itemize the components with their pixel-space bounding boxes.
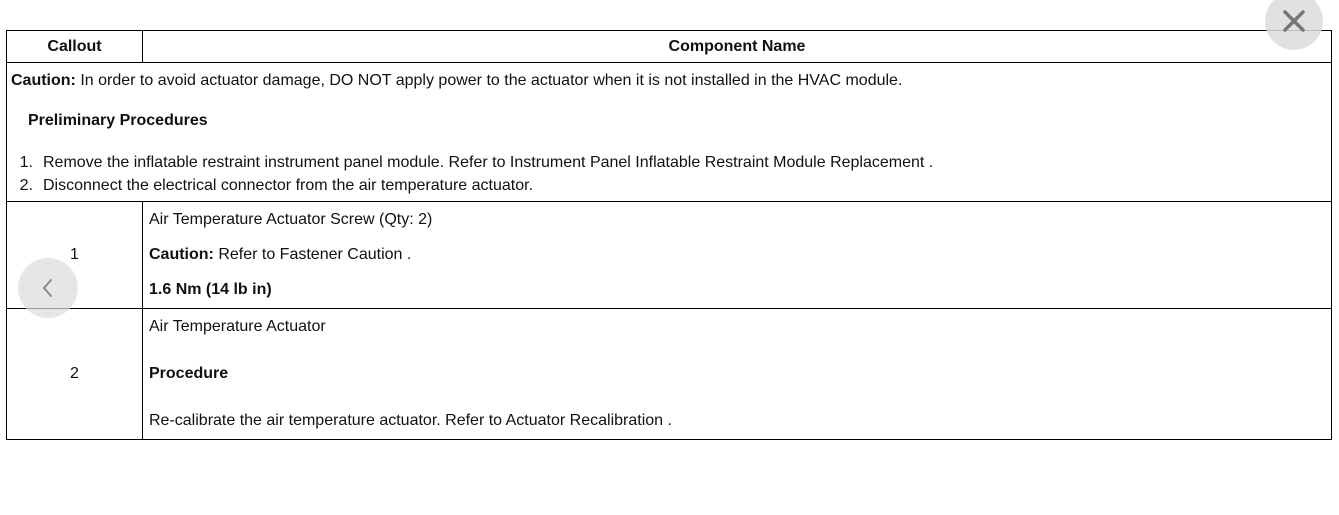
- callout-header: Callout: [7, 31, 143, 63]
- caution-label: Caution:: [149, 246, 214, 263]
- intro-cell: [7, 63, 1332, 202]
- intro-row: [7, 63, 1332, 202]
- component-header: Component Name: [143, 31, 1332, 63]
- caution-label: Caution:: [11, 72, 76, 89]
- component-name: Air Temperature Actuator: [149, 318, 326, 335]
- component-cell: [143, 309, 1332, 440]
- torque-spec: 1.6 Nm (14 lb in): [149, 281, 272, 298]
- callout-cell: 2: [7, 309, 143, 440]
- list-item: [11, 151, 1331, 174]
- list-item: [11, 174, 1331, 197]
- callout-cell: 1: [7, 202, 143, 309]
- step-text: Remove the inflatable restraint instrument panel module. Refer to Instrument Panel Inflatable Restraint Module Replacement .: [43, 154, 934, 171]
- component-cell: [143, 202, 1332, 309]
- component-name: Air Temperature Actuator Screw (Qty: 2): [149, 211, 433, 228]
- step-number: 1.: [19, 154, 33, 171]
- chevron-left-icon: [38, 276, 58, 300]
- step-number: 2.: [19, 177, 33, 194]
- caution-note: [11, 71, 1331, 91]
- fastener-caution: [149, 245, 1325, 265]
- preliminary-steps: [11, 151, 1331, 197]
- caution-text: In order to avoid actuator damage, DO NOT apply power to the actuator when it is not installed in the HVAC module.: [75, 72, 903, 89]
- previous-button[interactable]: [18, 258, 78, 318]
- table-row: [7, 202, 1332, 309]
- step-text: Disconnect the electrical connector from the air temperature actuator.: [43, 177, 534, 194]
- close-icon: [1281, 8, 1307, 34]
- procedure-table: [6, 30, 1332, 440]
- procedure-text: Re-calibrate the air temperature actuator. Refer to Actuator Recalibration .: [149, 412, 672, 429]
- preliminary-heading: Preliminary Procedures: [28, 112, 208, 129]
- table-row: [7, 309, 1332, 440]
- table-header-row: [7, 31, 1332, 63]
- procedure-label: Procedure: [149, 365, 229, 382]
- caution-text: Refer to Fastener Caution .: [213, 246, 412, 263]
